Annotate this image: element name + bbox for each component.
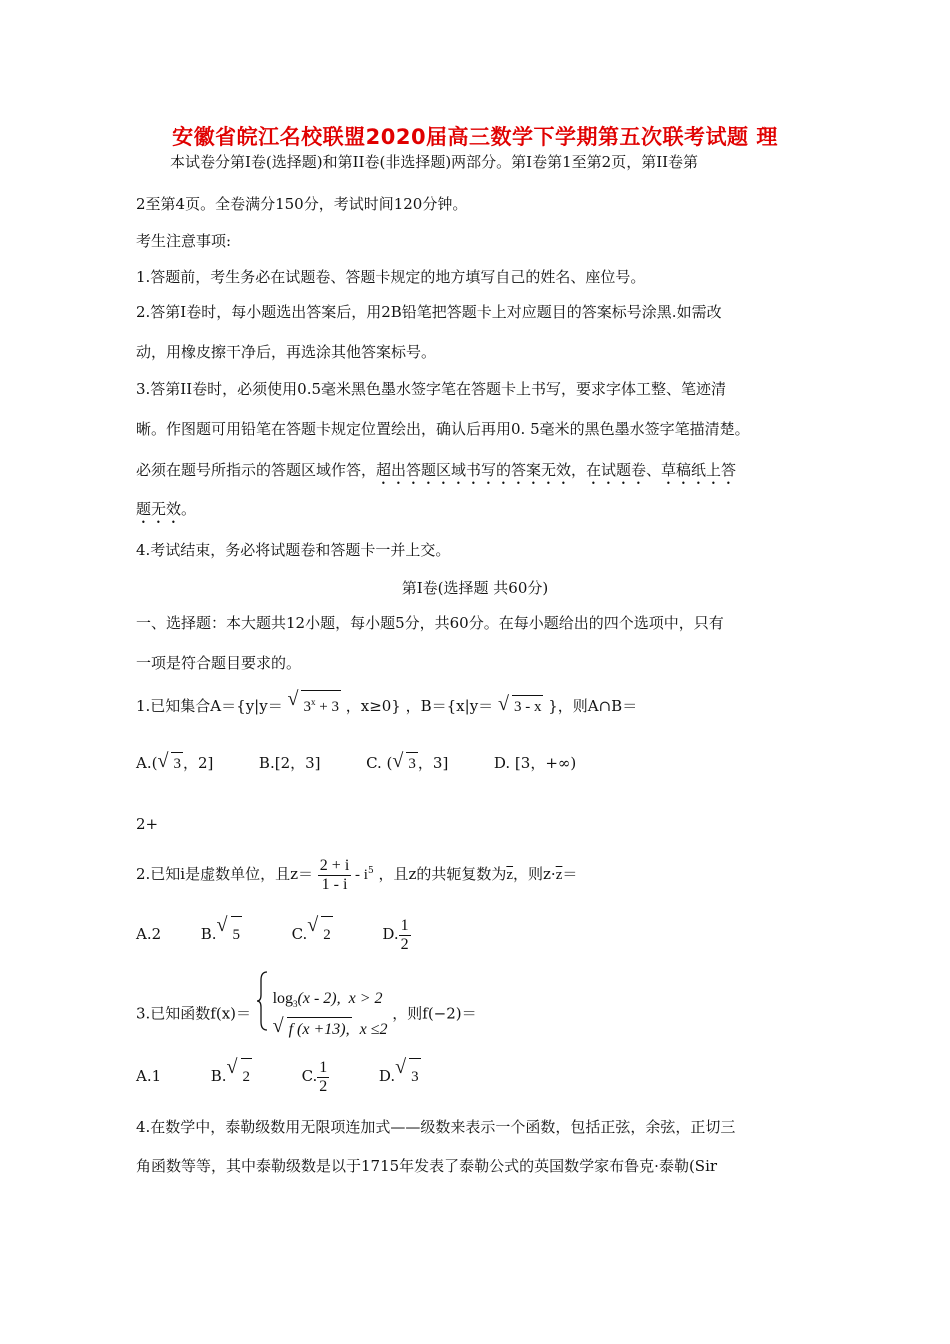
q1-suffix: }，则A∩B＝ (548, 697, 638, 715)
case-2: √ f (x +13), x ≤2 (273, 1017, 388, 1042)
q3-option-c: C. $\frac{1}{2}$ (301, 1058, 328, 1095)
note-2a: 2.答第Ⅰ卷时，每小题选出答案后，用2B铅笔把答题卡上对应题目的答案标号涂黑.如需改 (136, 303, 722, 321)
piecewise-cases (273, 987, 388, 1041)
q4-line-1: 4.在数学中，泰勒级数用无限项连加式——级数来表示一个函数，包括正弦，余弦，正切三 (136, 1118, 736, 1136)
q1-mid: ，x≥0} ，B＝{x|y＝ (345, 697, 494, 715)
q2-minus: - i (351, 867, 368, 883)
q2-option-c: C. √ 2 (292, 925, 333, 943)
note-3d-emphasis: 题无效。 (136, 500, 197, 518)
q3-suffix: ，则f(−2)＝ (392, 1004, 477, 1023)
intro-line-2: 2至第4页。全卷满分150分，考试时间120分钟。 (136, 195, 468, 213)
question-1 (136, 690, 816, 718)
q2-prefix: 2.已知i是虚数单位，且z＝ (136, 865, 314, 883)
q2-fraction: $\frac{2 + i}{1 - i}$ (319, 856, 350, 893)
note-3c (136, 459, 816, 488)
q1-prefix: 1.已知集合A＝{y|y＝ (136, 697, 283, 715)
piecewise-brace (256, 970, 268, 1059)
case-1: $\log_3(x - 2)$, x > 2 (272, 990, 383, 1010)
intro-line-1: 本试卷分第Ⅰ卷(选择题)和第II卷(非选择题)两部分。第Ⅰ卷第1至第2页，第II卷第 (170, 153, 699, 171)
q1-option-a: A.( √ 3 ，2] (136, 754, 213, 772)
q2-exponent: 5 (367, 866, 374, 876)
note-3a: 3.答第II卷时，必须使用0.5毫米黑色墨水签字笔在答题卡上书写，要求字体工整、笔迹清 (136, 380, 727, 398)
note-2b: 动，用橡皮擦干净后，再选涂其他答案标号。 (136, 343, 437, 361)
stray-text: 2+ (136, 815, 159, 833)
q3-option-d: D. √ 3 (379, 1067, 421, 1085)
q2-suffix-1: ，则z· (513, 865, 556, 883)
q2-option-d: D. $\frac{1}{2}$ (382, 916, 409, 953)
note-3c-plain: 必须在题号所指示的答题区域作答， (136, 461, 377, 479)
q2-zbar-2: $\overline{z}$ (555, 867, 563, 883)
q3-prefix: 3.已知函数f(x)＝ (136, 1004, 252, 1023)
section-intro-1: 一、选择题：本大题共12小题，每小题5分，共60分。在每小题给出的四个选项中，只有 (136, 614, 724, 632)
question-2 (136, 852, 816, 894)
note-3d (136, 498, 816, 527)
q3-options (136, 1058, 816, 1096)
note-3b: 晰。作图题可用铅笔在答题卡规定位置绘出，确认后再用0. 5毫米的黑色墨水签字笔描清楚。 (136, 420, 750, 438)
q4-line-2: 角函数等等，其中泰勒级数是以于1715年发表了泰勒公式的英国数学家布鲁克·泰勒(Sir (136, 1157, 718, 1175)
q1-option-b: B.[2，3] (258, 754, 321, 772)
q1-radical-1: √ $3^x + 3$ (287, 690, 340, 718)
notes-heading: 考生注意事项: (136, 232, 232, 250)
q1-option-c: C. ( √ 3 ，3] (366, 754, 448, 772)
q2-mid: ，且z的共轭复数为 (378, 865, 507, 883)
note-1: 1.答题前，考生务必在试题卷、答题卡规定的地方填写自己的姓名、座位号。 (136, 268, 646, 286)
note-4: 4.考试结束，务必将试题卷和答题卡一并上交。 (136, 541, 451, 559)
page-title: 安徽省皖江名校联盟2020届高三数学下学期第五次联考试题 理 (172, 125, 778, 149)
q3-option-b: B. √ 2 (211, 1067, 252, 1085)
q1-options (136, 752, 816, 775)
q1-radical-2: √ 3 - x (498, 695, 544, 718)
q2-option-a: A.2 (136, 925, 162, 943)
q1-option-d: D. [3，+∞) (493, 754, 577, 772)
note-3c-emphasis: 超出答题区域书写的答案无效，在试题卷、草稿纸上答 (376, 461, 737, 479)
q2-zbar: $\overline{z}$ (506, 867, 514, 883)
section-heading: 第Ⅰ卷(选择题 共60分) (401, 579, 549, 597)
q2-suffix-2: ＝ (562, 865, 578, 883)
question-3 (136, 970, 816, 1038)
q2-option-b: B. √ 5 (201, 925, 242, 943)
section-intro-2: 一项是符合题目要求的。 (136, 654, 302, 672)
q3-option-a: A.1 (136, 1067, 162, 1085)
q2-options (136, 916, 816, 954)
